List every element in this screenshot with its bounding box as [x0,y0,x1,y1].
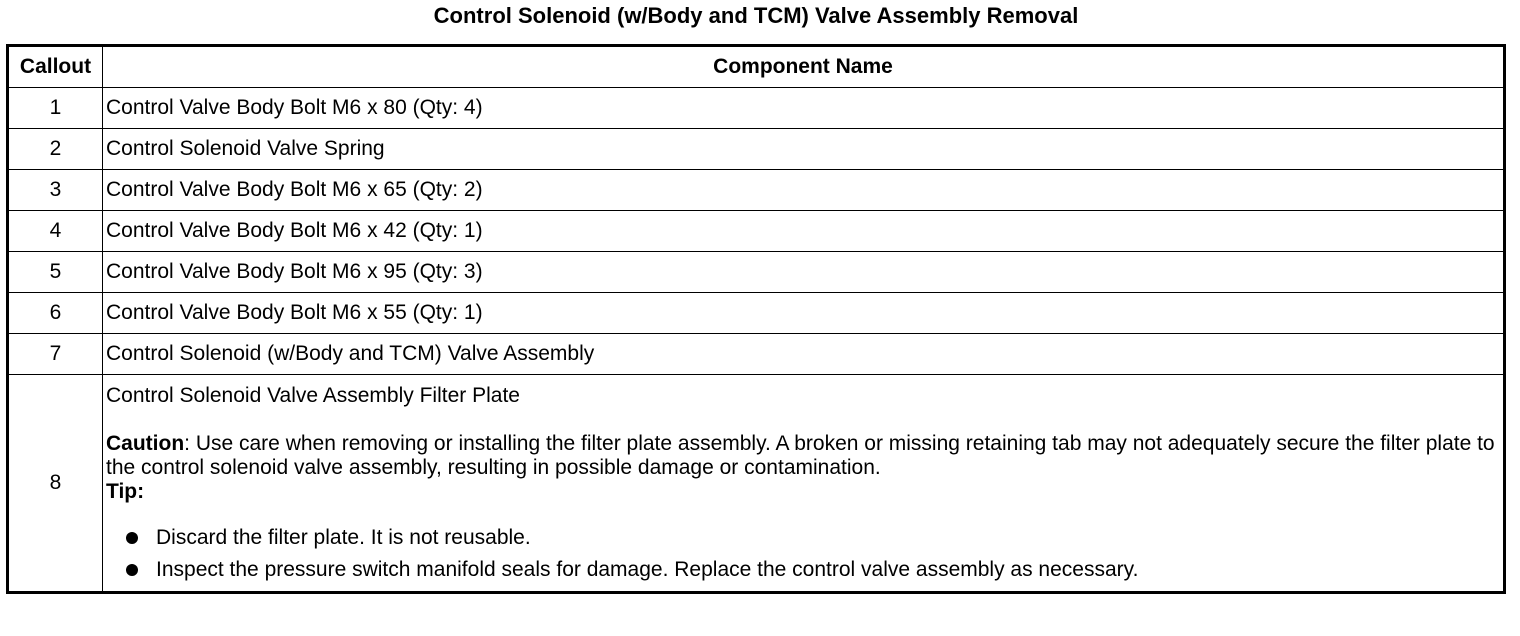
component-table [6,44,1506,594]
callout-cell: 4 [8,211,103,252]
table-row [8,170,1505,211]
table-row [8,252,1505,293]
caution-text: : Use care when removing or installing the filter plate assembly. A broken or missing retaining tab may not adequately secure the filter plate to the control solenoid valve assembly, resulting in possible damage or contamination. [106,432,1495,479]
callout-cell: 8 [8,375,103,593]
component-name-cell: Control Valve Body Bolt M6 x 95 (Qty: 3) [103,252,1505,293]
table-row-filter-plate [8,375,1505,593]
component-name-cell: Control Valve Body Bolt M6 x 80 (Qty: 4) [103,88,1505,129]
table-row [8,334,1505,375]
callout-cell: 3 [8,170,103,211]
caution-note [106,432,1503,480]
component-name-cell [103,375,1505,593]
bullet-icon [126,532,138,544]
table-row [8,88,1505,129]
filter-plate-name: Control Solenoid Valve Assembly Filter Plate [106,384,520,407]
caution-label: Caution [106,432,185,455]
table-row [8,211,1505,252]
tip-list [106,522,1503,586]
component-name-cell: Control Solenoid Valve Spring [103,129,1505,170]
list-item [126,522,1503,554]
component-name-cell: Control Valve Body Bolt M6 x 55 (Qty: 1) [103,293,1505,334]
callout-cell: 7 [8,334,103,375]
list-item [126,554,1503,586]
component-name-cell: Control Valve Body Bolt M6 x 65 (Qty: 2) [103,170,1505,211]
tip-text: Discard the filter plate. It is not reusable. [156,526,531,549]
callout-cell: 5 [8,252,103,293]
component-name-cell: Control Valve Body Bolt M6 x 42 (Qty: 1) [103,211,1505,252]
page-title: Control Solenoid (w/Body and TCM) Valve Assembly Removal [433,3,1079,28]
tip-text: Inspect the pressure switch manifold seals for damage. Replace the control valve assembly as necessary. [156,558,1139,581]
callout-column-header: Callout [8,46,103,88]
callout-cell: 6 [8,293,103,334]
spacer [106,408,1503,432]
component-name-cell: Control Solenoid (w/Body and TCM) Valve Assembly [103,334,1505,375]
table-row [8,129,1505,170]
callout-cell: 2 [8,129,103,170]
component-name-column-header: Component Name [103,46,1505,88]
table-row [8,293,1505,334]
callout-cell: 1 [8,88,103,129]
bullet-icon [126,564,138,576]
tip-label: Tip: [106,480,145,503]
table-header-row [8,46,1505,88]
